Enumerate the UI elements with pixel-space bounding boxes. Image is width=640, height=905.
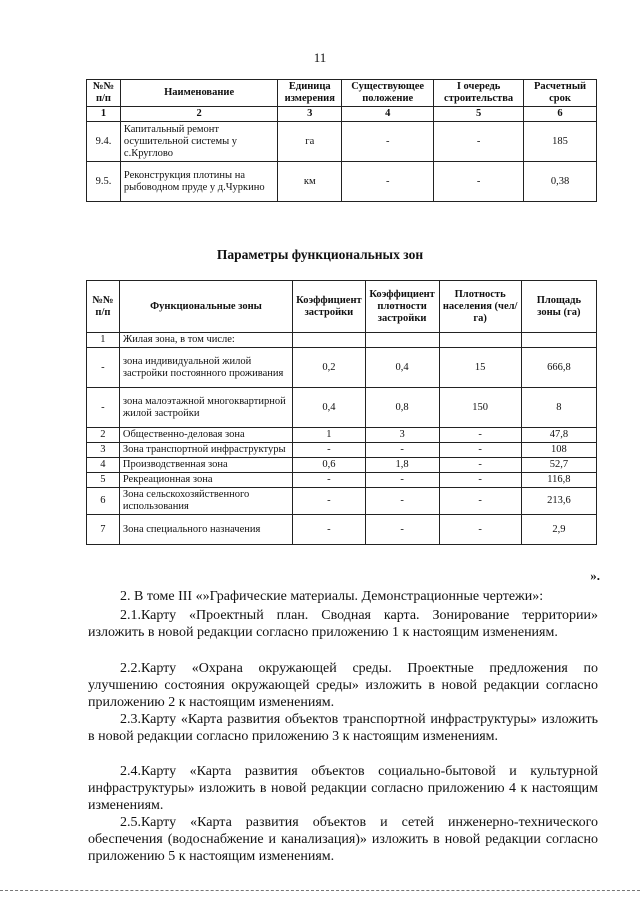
section-title: Параметры функциональных зон — [216, 247, 424, 262]
cell-population: - — [439, 458, 521, 473]
cell-coef: - — [293, 443, 366, 458]
cell-density-coef: 1,8 — [365, 458, 439, 473]
cell-population — [439, 333, 521, 348]
cell-population: - — [439, 473, 521, 488]
header-cell: I очередь строительства — [434, 80, 524, 107]
cell-coef: 0,2 — [293, 348, 366, 388]
page-number: 11 — [313, 50, 327, 65]
table-row — [87, 333, 597, 348]
cell-num: 1 — [87, 333, 120, 348]
col-number: 2 — [120, 107, 277, 122]
table-row — [87, 473, 597, 488]
header-cell: №№ п/п — [87, 80, 121, 107]
cell-area: 108 — [521, 443, 596, 458]
paragraph-2-1: 2.1.Карту «Проектный план. Сводная карта. Зонирование территории» изложить в новой редакции согласно приложению 1 к настоящим изменениям. — [88, 608, 598, 640]
cell-coef: 1 — [293, 428, 366, 443]
cell-density-coef — [365, 333, 439, 348]
table-functional-zones — [86, 280, 597, 545]
cell-unit: км — [278, 162, 342, 202]
cell-zone: Зона сельскохозяйственного использования — [119, 488, 292, 515]
header-cell: Коэффициент плотности застройки — [365, 281, 439, 333]
cell-area: 47,8 — [521, 428, 596, 443]
cell-area: 52,7 — [521, 458, 596, 473]
table-header-row — [87, 281, 597, 333]
cell-num: 2 — [87, 428, 120, 443]
paragraph-2-2: 2.2.Карту «Охрана окружающей среды. Проектные предложения по улучшению состояния окружающей среды» изложить в новой редакции согласно приложению 2 к настоящим изменениям. — [88, 661, 598, 710]
header-cell: Площадь зоны (га) — [521, 281, 596, 333]
cell-population: - — [439, 488, 521, 515]
cell-zone: Производственная зона — [119, 458, 292, 473]
header-cell: Существующее положение — [342, 80, 434, 107]
closing-quote: ». — [590, 568, 600, 583]
cell-stage1: - — [434, 162, 524, 202]
table-infrastructure — [86, 79, 597, 202]
cell-area: 8 — [521, 388, 596, 428]
cell-coef: 0,6 — [293, 458, 366, 473]
col-number: 6 — [524, 107, 597, 122]
cell-coef: - — [293, 515, 366, 545]
cell-name: Капитальный ремонт осушительной системы у с.Круглово — [120, 122, 277, 162]
paragraph-2: 2. В томе III «»Графические материалы. Демонстрационные чертежи»: — [120, 589, 544, 604]
cell-existing: - — [342, 162, 434, 202]
cell-density-coef: 0,4 — [365, 348, 439, 388]
cell-population: - — [439, 515, 521, 545]
cell-density-coef: 3 — [365, 428, 439, 443]
table-row — [87, 162, 597, 202]
paragraph-2-4: 2.4.Карту «Карта развития объектов социально-бытовой и культурной инфраструктуры» изложить в новой редакции согласно приложению 4 к настоящим изменениям. — [88, 764, 598, 813]
cell-coef: 0,4 — [293, 388, 366, 428]
cell-zone: зона индивидуальной жилой застройки постоянного проживания — [119, 348, 292, 388]
cell-zone: Зона транспортной инфраструктуры — [119, 443, 292, 458]
col-number: 1 — [87, 107, 121, 122]
header-cell: Расчетный срок — [524, 80, 597, 107]
col-number: 3 — [278, 107, 342, 122]
cell-name: Реконструкция плотины на рыбоводном пруде у д.Чуркино — [120, 162, 277, 202]
cell-num: 7 — [87, 515, 120, 545]
header-cell: Плотность населения (чел/га) — [439, 281, 521, 333]
cell-num: 9.4. — [87, 122, 121, 162]
table-row — [87, 428, 597, 443]
header-cell: Функциональные зоны — [119, 281, 292, 333]
cell-coef: - — [293, 488, 366, 515]
cell-existing: - — [342, 122, 434, 162]
table-row — [87, 488, 597, 515]
table-row — [87, 458, 597, 473]
cell-coef: - — [293, 473, 366, 488]
paragraph-2-3: 2.3.Карту «Карта развития объектов транспортной инфраструктуры» изложить в новой редакции согласно приложению 3 к настоящим изменениям. — [88, 712, 598, 744]
cell-num: 6 — [87, 488, 120, 515]
table-header-row — [87, 80, 597, 107]
cell-density-coef: 0,8 — [365, 388, 439, 428]
cell-num: 9.5. — [87, 162, 121, 202]
cell-density-coef: - — [365, 515, 439, 545]
cell-zone: Зона специального назначения — [119, 515, 292, 545]
paragraph-2-5: 2.5.Карту «Карта развития объектов и сетей инженерно-технического обеспечения (водоснабжение и канализация)» изложить в новой редакции согласно приложению 5 к настоящим изменениям. — [88, 815, 598, 864]
header-cell: №№ п/п — [87, 281, 120, 333]
cell-num: - — [87, 348, 120, 388]
cell-density-coef: - — [365, 488, 439, 515]
header-cell: Наименование — [120, 80, 277, 107]
cell-num: 5 — [87, 473, 120, 488]
cell-area: 116,8 — [521, 473, 596, 488]
footer-divider — [0, 890, 640, 891]
cell-population: - — [439, 428, 521, 443]
table-row — [87, 443, 597, 458]
cell-stage1: - — [434, 122, 524, 162]
cell-area — [521, 333, 596, 348]
cell-population: - — [439, 443, 521, 458]
cell-num: 4 — [87, 458, 120, 473]
col-number: 4 — [342, 107, 434, 122]
cell-zone: зона малоэтажной многоквартирной жилой застройки — [119, 388, 292, 428]
cell-term: 185 — [524, 122, 597, 162]
cell-zone: Рекреационная зона — [119, 473, 292, 488]
cell-area: 213,6 — [521, 488, 596, 515]
cell-unit: га — [278, 122, 342, 162]
column-number-row — [87, 107, 597, 122]
cell-term: 0,38 — [524, 162, 597, 202]
table-row — [87, 388, 597, 428]
cell-num: - — [87, 388, 120, 428]
cell-zone: Жилая зона, в том числе: — [119, 333, 292, 348]
header-cell: Коэффициент застройки — [293, 281, 366, 333]
cell-coef — [293, 333, 366, 348]
header-cell: Единица измерения — [278, 80, 342, 107]
cell-population: 15 — [439, 348, 521, 388]
table-row — [87, 348, 597, 388]
table-row — [87, 515, 597, 545]
cell-area: 666,8 — [521, 348, 596, 388]
cell-density-coef: - — [365, 443, 439, 458]
cell-density-coef: - — [365, 473, 439, 488]
cell-population: 150 — [439, 388, 521, 428]
table-row — [87, 122, 597, 162]
cell-num: 3 — [87, 443, 120, 458]
col-number: 5 — [434, 107, 524, 122]
cell-area: 2,9 — [521, 515, 596, 545]
cell-zone: Общественно-деловая зона — [119, 428, 292, 443]
